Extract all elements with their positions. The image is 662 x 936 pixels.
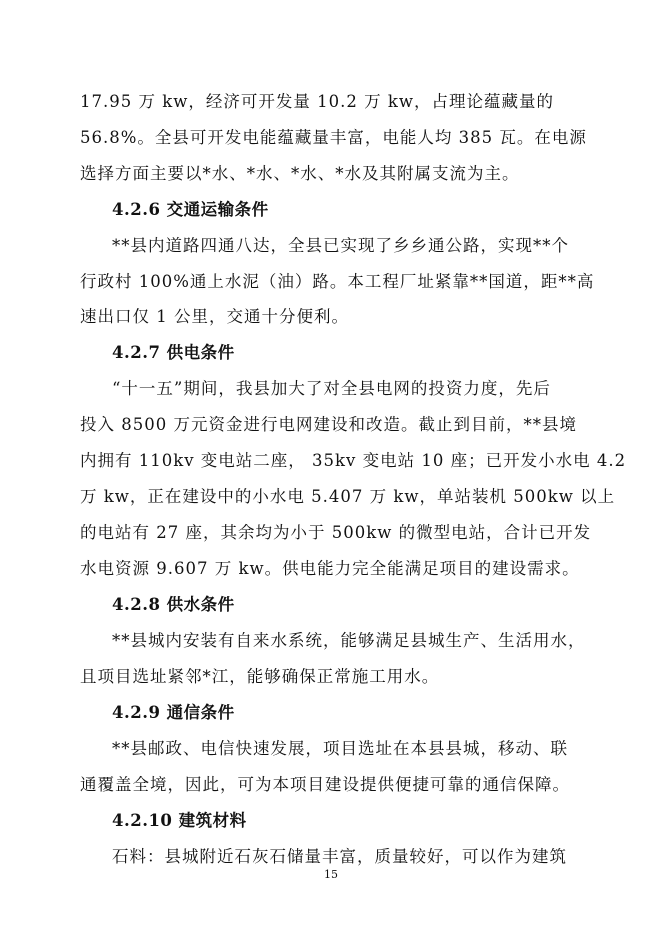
- body-line: 水电资源 9.607 万 kw。供电能力完全能满足项目的建设需求。: [80, 559, 580, 578]
- body-line: 选择方面主要以*水、*水、*水、*水及其附属支流为主。: [80, 164, 520, 183]
- section-heading: 4.2.8 供水条件: [112, 595, 235, 614]
- body-line: 内拥有 110kv 变电站二座， 35kv 变电站 10 座；已开发小水电 4.2: [80, 451, 627, 470]
- section-heading: 4.2.10 建筑材料: [112, 811, 247, 830]
- body-line: 通覆盖全境，因此，可为本项目建设提供便捷可靠的通信保障。: [80, 775, 570, 794]
- body-line: 石料：县城附近石灰石储量丰富，质量较好，可以作为建筑: [112, 847, 567, 866]
- section-heading: 4.2.9 通信条件: [112, 703, 235, 722]
- section-heading: 4.2.6 交通运输条件: [112, 200, 269, 219]
- body-line: 行政村 100%通上水泥（油）路。本工程厂址紧靠**国道，距**高: [80, 272, 595, 291]
- page-number: 15: [324, 868, 338, 881]
- body-line: 的电站有 27 座，其余均为小于 500kw 的微型电站，合计已开发: [80, 523, 592, 542]
- body-line: 万 kw，正在建设中的小水电 5.407 万 kw，单站装机 500kw 以上: [80, 487, 616, 506]
- body-line: 17.95 万 kw，经济可开发量 10.2 万 kw，占理论蕴藏量的: [80, 92, 554, 111]
- body-line: “十一五”期间，我县加大了对全县电网的投资力度，先后: [112, 379, 551, 398]
- body-line: 投入 8500 万元资金进行电网建设和改造。截止到目前，**县境: [80, 415, 577, 434]
- body-line: 且项目选址紧邻*江，能够确保正常施工用水。: [80, 667, 440, 686]
- body-line: 56.8%。全县可开发电能蕴藏量丰富，电能人均 385 瓦。在电源: [80, 128, 587, 147]
- body-line: **县城内安装有自来水系统，能够满足县城生产、生活用水，: [112, 631, 586, 650]
- body-line: **县内道路四通八达，全县已实现了乡乡通公路，实现**个: [112, 236, 569, 255]
- body-line: 速出口仅 1 公里，交通十分便利。: [80, 307, 349, 326]
- body-line: **县邮政、电信快速发展，项目选址在本县县城，移动、联: [112, 739, 568, 758]
- section-heading: 4.2.7 供电条件: [112, 343, 235, 362]
